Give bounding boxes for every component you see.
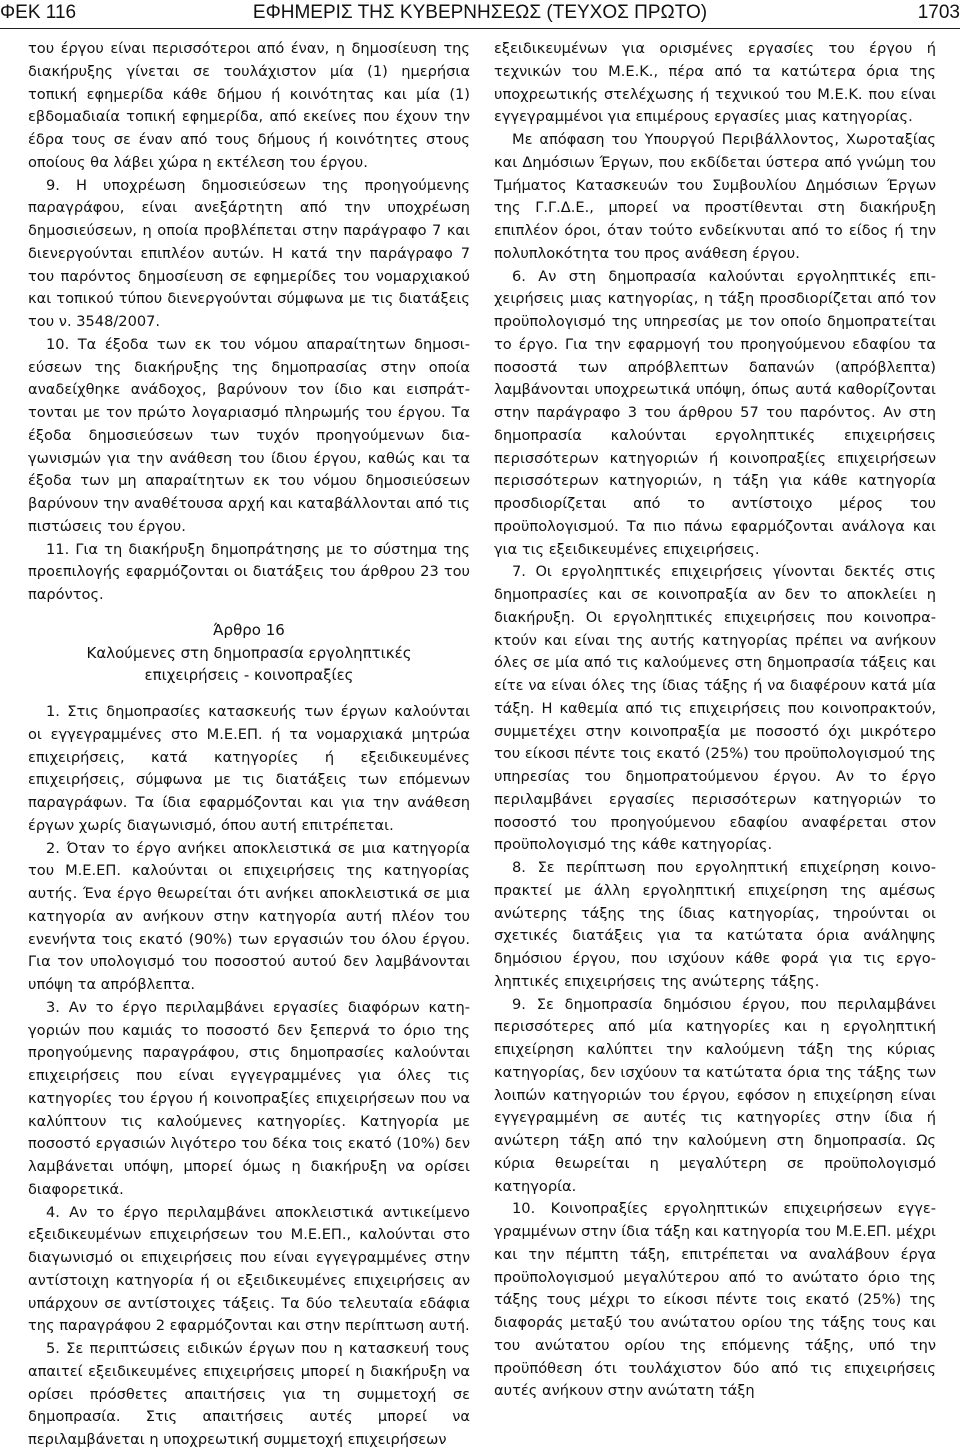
paragraph: 6. Αν στη δημοπρασία καλούνται εργοληπτικές επιχειρήσεις μιας κατηγορίας, η τάξη προσδιορίζεται από τον προϋπολογισμό της υπηρεσίας με τον οποίο δημοπρατείται το έργο. Για την εφαρμογή του προηγούμενου εδαφίου τα ποσοστά των απρόβλεπτων δαπανών (απρόβλεπτα) λαμβάνονται υποχρεωτικά υπόψη, όπως αυτά καθορίζονται στην παράγραφο 3 του άρθρου 57 του παρόντος. Αν στη δημοπρασία καλούνται εργοληπτικές επιχειρήσεις περισσότερων κατηγοριών ή κοινοπραξίες επιχειρήσεων περισσότερων κατηγοριών, η τάξη για κάθε κατηγορία προσδιορίζεται από το αντίστοιχο μέρος του προϋπολογισμού. Τα πιο πάνω εφαρμόζονται ανάλογα και για τις εξειδικευμένες επιχειρήσεις. xyxy=(494,267,936,558)
paragraph: 9. Σε δημοπρασία δημόσιου έργου, που περιλαμβάνει περισσότερες από μία κατηγορίες και η εργοληπτική επιχείρηση καλύπτει την καλούμενη τάξη της κύριας κατηγορίας, δεν ισχύουν τα κατώτατα όρια της τάξης των λοιπών κατηγοριών του έργου, εφόσον η επιχείρηση είναι εγγεγραμμένη σε αυτές τις κατηγορίες στην ίδια ή ανώτερη τάξη από την καλούμενη στη δημοπρασία. Ως κύρια θεωρείται η μεγαλύτερη σε προϋπολογισμό κατηγορία. xyxy=(494,995,936,1195)
article-subtitle: επιχειρήσεις - κοινοπραξίες xyxy=(144,666,354,685)
right-column xyxy=(494,38,936,1403)
paragraph: 7. Οι εργοληπτικές επιχειρήσεις γίνονται δεκτές στις δημοπρασίες και σε κοινοπραξία αν δεν το αποκλείει η διακήρυξη. Οι εργοληπτικές επιχειρήσεις που κοινοπρακτούν και είναι της αυτής κατηγορίας πρέπει να ανήκουν όλες σε μία από τις καλούμενες στη δημοπρασία τάξεις και είτε να είναι όλες της ίδιας τάξης ή να διαφέρουν κατά μία τάξη. Η καθεμία από τις επιχειρήσεις που κοινοπρακτούν, συμμετέχει στην κοινοπραξία με ποσοστό όχι μικρότερο του είκοσι πέντε τοις εκατό (25%) του προϋπολογισμού της υπηρεσίας του δημοπρατούμενου έργου. Αν το έργο περιλαμβάνει εργασίες περισσότερων κατηγοριών το ποσοστό του προηγούμενου εδαφίου αναφέρεται στον προϋπολογισμό της κάθε κατηγορίας. xyxy=(494,563,936,854)
header-rule xyxy=(0,28,960,29)
paragraph: Με απόφαση του Υπουργού Περιβάλλοντος, Χωροταξίας και Δημόσιων Έργων, που εκδίδεται ύστερα από γνώμη του Τμήματος Κατασκευών του Συμβουλίου Δημόσιων Έργων της Γ.Γ.Δ.Ε., μπορεί να προστίθενται στη διακήρυξη επιπλέον όροι, όταν τούτο ενδείκνυται από το είδος ή την πολυπλοκότητα του προς ανάθεση έργου. xyxy=(494,131,936,262)
paragraph: 9. Η υποχρέωση δημοσιεύσεων της προηγούμενης παραγράφου, είναι ανεξάρτητη από την υποχρέωση δημοσιεύσεων, η οποία προβλέπεται στην παράγραφο 7 και διενεργούνται επιπλέον αυτών. Η κατά την παράγραφο 7 του παρόντος δημοσίευση σε εφημερίδες του νομαρχιακού και τοπικού τύπου διενεργούνται σύμφωνα με τις διατάξεις του ν. 3548/2007. xyxy=(28,176,470,330)
article-subtitle: Καλούμενες στη δημοπρασία εργοληπτικές xyxy=(86,643,412,662)
paragraph: εξειδικευμένων για ορισμένες εργασίες του έργου ή τεχνικών του Μ.Ε.Κ., πέρα από τα κατώτερα όρια της υποχρεωτικής στελέχωσης ή τεχνικού του Μ.Ε.Κ. που είναι εγγεγραμμένοι για επιμέρους εργασίες μιας κατηγορίας. xyxy=(494,40,936,126)
issue-number: ΦΕΚ 116 xyxy=(0,2,77,23)
gazette-title: ΕΦΗΜΕΡΙΣ ΤΗΣ ΚΥΒΕΡΝΗΣΕΩΣ (ΤΕΥΧΟΣ ΠΡΩΤΟ) xyxy=(252,2,708,23)
paragraph: 2. Όταν το έργο ανήκει αποκλειστικά σε μια κατηγορία του Μ.Ε.ΕΠ. καλούνται οι επιχειρήσεις της κατηγορίας αυτής. Ένα έργο θεωρείται ότι ανήκει αποκλειστικά σε μια κατηγορία αν ανήκουν στην κατηγορία αυτή πλέον του ενενήντα τοις εκατό (90%) των εργασιών του όλου έργου. Για τον υπολογισμό του ποσοστού αυτού δεν λαμβάνονται υπόψη τα απρόβλεπτα. xyxy=(28,839,470,993)
article-heading xyxy=(28,619,470,687)
page-header xyxy=(0,0,960,30)
paragraph: 1. Στις δημοπρασίες κατασκευής των έργων καλούνται οι εγγεγραμμένες στο Μ.Ε.ΕΠ. ή τα νομαρχιακά μητρώα επιχειρήσεις, κατά κατηγορίες ή εξειδικευμένες επιχειρήσεις, σύμφωνα με τις διατάξεις των επόμενων παραγράφων. Τα ίδια εφαρμόζονται και για την ανάθεση έργων χωρίς διαγωνισμό, όπου αυτή επιτρέπεται. xyxy=(28,703,470,834)
paragraph: 10. Κοινοπραξίες εργοληπτικών επιχειρήσεων εγγεγραμμένων στην ίδια τάξη και κατηγορία του Μ.Ε.ΕΠ. μέχρι και την πέμπτη τάξη, επιτρέπεται να αναλάβουν έργα προϋπολογισμού μεγαλύτερου από το ανώτατο όριο της τάξης τους μέχρι το είκοσι πέντε τοις εκατό (25%) της διαφοράς μεταξύ του ανώτατου ορίου της τάξης τους και του ανώτατου ορίου της επόμενης τάξης, υπό την προϋπόθεση ότι τουλάχιστον δύο από τις επιχειρήσεις αυτές ανήκουν στην ανώτατη τάξη xyxy=(494,1200,936,1400)
article-title: Άρθρο 16 xyxy=(213,620,285,639)
paragraph: 8. Σε περίπτωση που εργοληπτική επιχείρηση κοινοπρακτεί με άλλη εργοληπτική επιχείρηση της αμέσως ανώτερης τάξης της ίδιας κατηγορίας, τηρούνται οι σχετικές διατάξεις για τα κατώτατα όρια ανάληψης δημόσιου έργου, που ισχύουν κάθε φορά για τις εργοληπτικές επιχειρήσεις της ανώτερης τάξης. xyxy=(494,859,936,990)
paragraph: του έργου είναι περισσότεροι από έναν, η δημοσίευση της διακήρυξης γίνεται σε τουλάχιστον μία (1) ημερήσια τοπική εφημερίδα κάθε δήμου ή κοινότητας και μία (1) εβδομαδιαία τοπική εφημερίδα, από εκείνες που έχουν την έδρα τους σε έναν από τους δήμους ή κοινότητες στους οποίους θα λάβει χώρα η εκτέλεση του έργου. xyxy=(28,40,470,171)
page-number: 1703 xyxy=(917,2,960,23)
paragraph: 11. Για τη διακήρυξη δημοπράτησης με το σύστημα της προεπιλογής εφαρμόζονται οι διατάξεις του άρθρου 23 του παρόντος. xyxy=(28,540,470,603)
paragraph: 3. Αν το έργο περιλαμβάνει εργασίες διαφόρων κατηγοριών που καμιάς το ποσοστό δεν ξεπερνά το όριο της προηγούμενης παραγράφου, στις δημοπρασίες καλούνται επιχειρήσεις που είναι εγγεγραμμένες για όλες τις κατηγορίες του έργου ή κοινοπραξίες επιχειρήσεων που να καλύπτουν τις καλούμενες κατηγορίες. Κατηγορία με ποσοστό εργασιών λιγότερο του δέκα τοις εκατό (10%) δεν λαμβάνεται υπόψη, μπορεί όμως η διακήρυξη να ορίσει διαφορετικά. xyxy=(28,998,470,1198)
paragraph: 10. Τα έξοδα των εκ του νόμου απαραίτητων δημοσιεύσεων της διακήρυξης της δημοπρασίας στην οποία αναδείχθηκε ανάδοχος, βαρύνουν τον ίδιο και εισπράττονται με τον πρώτο λογαριασμό πληρωμής του έργου. Τα έξοδα δημοσιεύσεων των τυχόν προηγούμενων διαγωνισμών για την ανάθεση του ίδιου έργου, καθώς και τα έξοδα των μη απαραίτητων εκ του νόμου δημοσιεύσεων βαρύνουν την αναθέτουσα αρχή και καταβάλλονται από τις πιστώσεις του έργου. xyxy=(28,335,470,535)
paragraph: 4. Αν το έργο περιλαμβάνει αποκλειστικά αντικείμενο εξειδικευμένων επιχειρήσεων του Μ.Ε.ΕΠ., καλούνται στο διαγωνισμό οι επιχειρήσεις που είναι εγγεγραμμένες στην αντίστοιχη κατηγορία ή οι εξειδικευμένες επιχειρήσεις αν υπάρχουν σε αντίστοιχες τάξεις. Τα δύο τελευταία εδάφια της παραγράφου 2 εφαρμόζονται και στην περίπτωση αυτή. xyxy=(28,1203,470,1335)
left-column xyxy=(28,38,470,1452)
paragraph: 5. Σε περιπτώσεις ειδικών έργων που η κατασκευή τους απαιτεί εξειδικευμένες επιχειρήσεις μπορεί η διακήρυξη να ορίσει πρόσθετες απαιτήσεις για τη συμμετοχή σε δημοπρασία. Στις απαιτήσεις αυτές μπορεί να περιλαμβάνεται η υποχρεωτική συμμετοχή επιχειρήσεων xyxy=(28,1340,470,1448)
